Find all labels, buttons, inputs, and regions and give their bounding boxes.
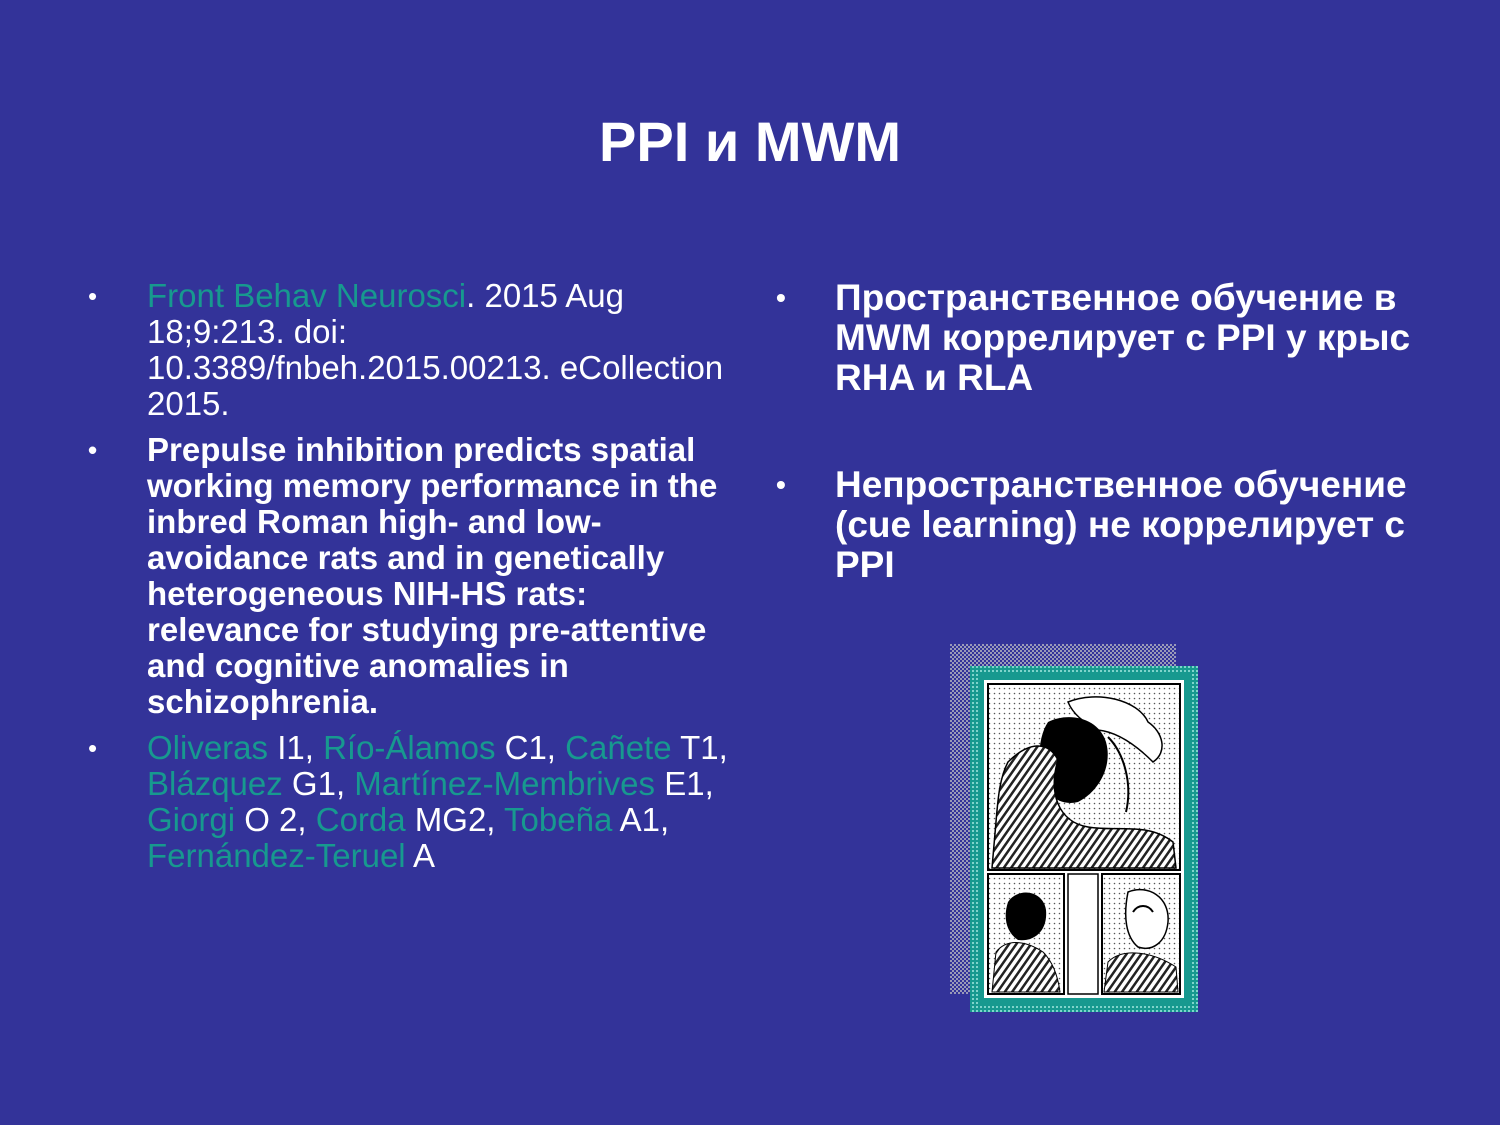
author-link[interactable]: Fernández-Teruel (147, 837, 406, 874)
bullet-dot: • (88, 733, 98, 763)
bullet-dot: • (776, 282, 786, 313)
bullet-cue-learning (776, 465, 1456, 585)
slide-title: PPI и MWM (599, 110, 901, 173)
author-suffix: I1, (268, 729, 324, 766)
bullet-dot: • (88, 435, 98, 465)
author-suffix: O 2, (235, 801, 316, 838)
point-text: Пространственное обучение в MWM коррелирует с PPI у крыс RHA и RLA (835, 277, 1411, 398)
citation-details: . 2015 Aug 18;9:213. doi: 10.3389/fnbeh.2015.00213. eCollection 2015. (147, 277, 724, 422)
bullet-spatial-learning (776, 278, 1456, 398)
point-text: Непространственное обучение (cue learning) не коррелирует с PPI (835, 464, 1407, 585)
bullet-dot: • (776, 469, 786, 500)
left-column (88, 278, 738, 874)
author-suffix: A (405, 837, 435, 874)
ambiguous-figure-illustration (948, 642, 1198, 1012)
author-suffix: MG2, (405, 801, 505, 838)
author-link[interactable]: Blázquez (147, 765, 283, 802)
author-link[interactable]: Tobeña (504, 801, 613, 838)
author-link[interactable]: Corda (315, 801, 406, 838)
author-suffix: A1, (612, 801, 670, 838)
bullet-citation (88, 278, 738, 422)
author-link[interactable]: Giorgi (147, 801, 236, 838)
author-suffix: E1, (655, 765, 714, 802)
journal-link[interactable]: Front Behav Neurosci (147, 277, 467, 314)
bullet-dot: • (88, 281, 98, 311)
author-link[interactable]: Río-Álamos (323, 729, 496, 766)
bullet-article-title (88, 432, 738, 720)
author-link[interactable]: Cañete (565, 729, 672, 766)
author-suffix: T1, (671, 729, 728, 766)
author-suffix: C1, (495, 729, 566, 766)
bullet-authors (88, 730, 738, 874)
article-title: Prepulse inhibition predicts spatial working memory performance in the inbred Roman high- and low-avoidance rats and in genetically heterogeneous NIH-HS rats: relevance for studying pre-attentive and cognitive anomalies in schizophrenia. (147, 431, 718, 720)
author-suffix: G1, (282, 765, 355, 802)
right-column (776, 278, 1456, 585)
author-link[interactable]: Martínez-Membrives (354, 765, 656, 802)
author-link[interactable]: Oliveras (147, 729, 269, 766)
